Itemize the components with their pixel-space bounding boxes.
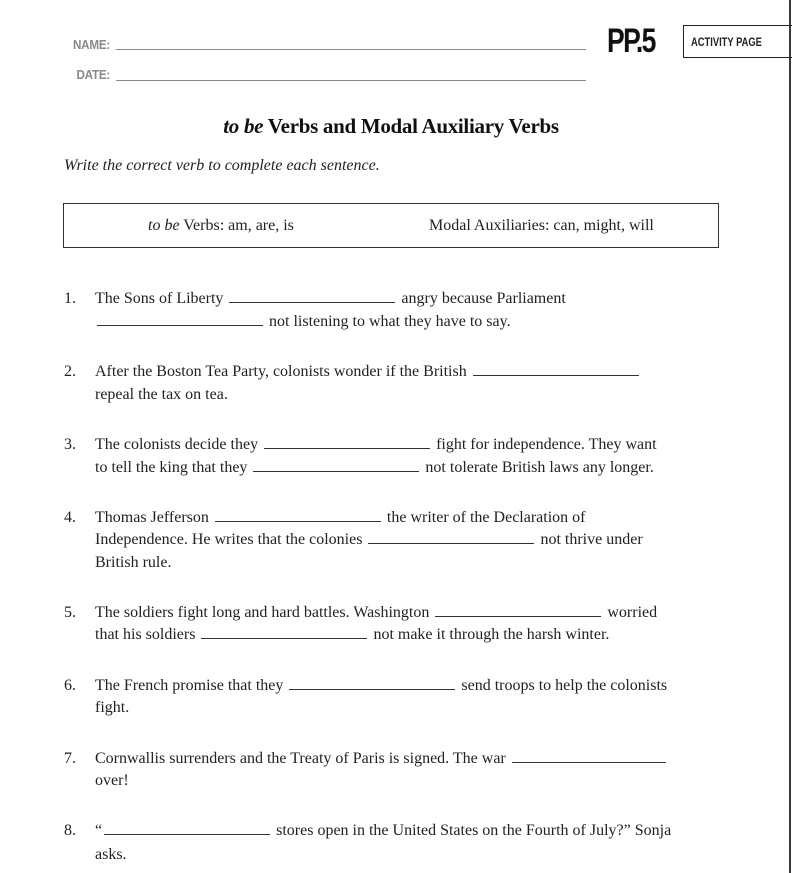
text: not listening to what they have to say. bbox=[265, 313, 511, 330]
activity-page-label: ACTIVITY PAGE bbox=[691, 35, 762, 49]
to-be-verbs-text: Verbs: am, are, is bbox=[179, 217, 294, 234]
text: The soldiers fight long and hard battles. Washington bbox=[95, 604, 434, 621]
text: not tolerate British laws any longer. bbox=[421, 459, 654, 476]
answer-blank[interactable] bbox=[368, 542, 534, 544]
question-number: 6. bbox=[64, 677, 76, 694]
activity-page-badge bbox=[683, 25, 792, 58]
answer-blank[interactable] bbox=[97, 324, 263, 326]
question-line bbox=[95, 457, 654, 480]
page-title bbox=[0, 114, 782, 139]
name-label: NAME: bbox=[73, 37, 110, 52]
answer-blank[interactable] bbox=[435, 615, 601, 617]
text: The colonists decide they bbox=[95, 436, 263, 453]
text: the writer of the Declaration of bbox=[382, 509, 586, 526]
question-number: 1. bbox=[64, 290, 76, 307]
question-line: over! bbox=[95, 772, 129, 789]
question-line bbox=[95, 529, 643, 552]
title-italic: to be bbox=[223, 114, 264, 138]
text: to tell the king that they bbox=[95, 459, 252, 476]
question-number: 7. bbox=[64, 750, 76, 767]
answer-blank[interactable] bbox=[512, 761, 666, 763]
question-line: fight. bbox=[95, 699, 130, 716]
text: Independence. He writes that the colonies bbox=[95, 531, 367, 548]
date-field[interactable] bbox=[116, 80, 586, 81]
answer-blank[interactable] bbox=[201, 637, 367, 639]
question-number: 2. bbox=[64, 363, 76, 380]
text: stores open in the United States on the Fourth of July?” Sonja bbox=[272, 822, 672, 839]
text: send troops to help the colonists bbox=[457, 677, 668, 694]
to-be-verbs-list bbox=[148, 217, 294, 235]
question-line bbox=[97, 311, 511, 334]
to-be-italic: to be bbox=[148, 217, 180, 234]
question-number: 4. bbox=[64, 509, 76, 526]
modal-auxiliaries-list: Modal Auxiliaries: can, might, will bbox=[429, 217, 654, 234]
question-line: repeal the tax on tea. bbox=[95, 386, 228, 403]
page-edge-rule bbox=[789, 0, 791, 873]
question-line bbox=[95, 602, 657, 625]
question-line bbox=[95, 434, 657, 457]
text: The French promise that they bbox=[95, 677, 288, 694]
instructions: Write the correct verb to complete each sentence. bbox=[64, 157, 380, 174]
page-code: PP.5 bbox=[607, 22, 655, 60]
text: that his soldiers bbox=[95, 626, 200, 643]
answer-blank[interactable] bbox=[215, 520, 381, 522]
question-line: British rule. bbox=[95, 554, 172, 571]
question-line bbox=[95, 820, 671, 843]
word-bank-box bbox=[63, 203, 719, 248]
question-number: 5. bbox=[64, 604, 76, 621]
question-line: asks. bbox=[95, 846, 127, 863]
date-label: DATE: bbox=[76, 67, 110, 82]
text: worried bbox=[603, 604, 658, 621]
question-line bbox=[95, 624, 609, 647]
question-line bbox=[95, 675, 667, 698]
text: The Sons of Liberty bbox=[95, 290, 228, 307]
answer-blank[interactable] bbox=[473, 374, 639, 376]
text: Cornwallis surrenders and the Treaty of Paris is signed. The war bbox=[95, 750, 510, 767]
question-line bbox=[95, 507, 585, 530]
text: fight for independence. They want bbox=[432, 436, 657, 453]
question-line bbox=[95, 288, 566, 311]
question-line bbox=[95, 748, 668, 771]
question-number: 3. bbox=[64, 436, 76, 453]
question-line bbox=[95, 361, 641, 384]
text: Thomas Jefferson bbox=[95, 509, 213, 526]
name-field[interactable] bbox=[116, 49, 586, 50]
question-number: 8. bbox=[64, 822, 76, 839]
answer-blank[interactable] bbox=[104, 833, 270, 835]
text: not thrive under bbox=[536, 531, 643, 548]
answer-blank[interactable] bbox=[289, 688, 455, 690]
text: angry because Parliament bbox=[397, 290, 566, 307]
text: After the Boston Tea Party, colonists wonder if the British bbox=[95, 363, 471, 380]
answer-blank[interactable] bbox=[229, 301, 395, 303]
text: not make it through the harsh winter. bbox=[369, 626, 610, 643]
title-rest: Verbs and Modal Auxiliary Verbs bbox=[263, 114, 559, 138]
text: “ bbox=[95, 822, 103, 839]
answer-blank[interactable] bbox=[253, 470, 419, 472]
answer-blank[interactable] bbox=[264, 447, 430, 449]
